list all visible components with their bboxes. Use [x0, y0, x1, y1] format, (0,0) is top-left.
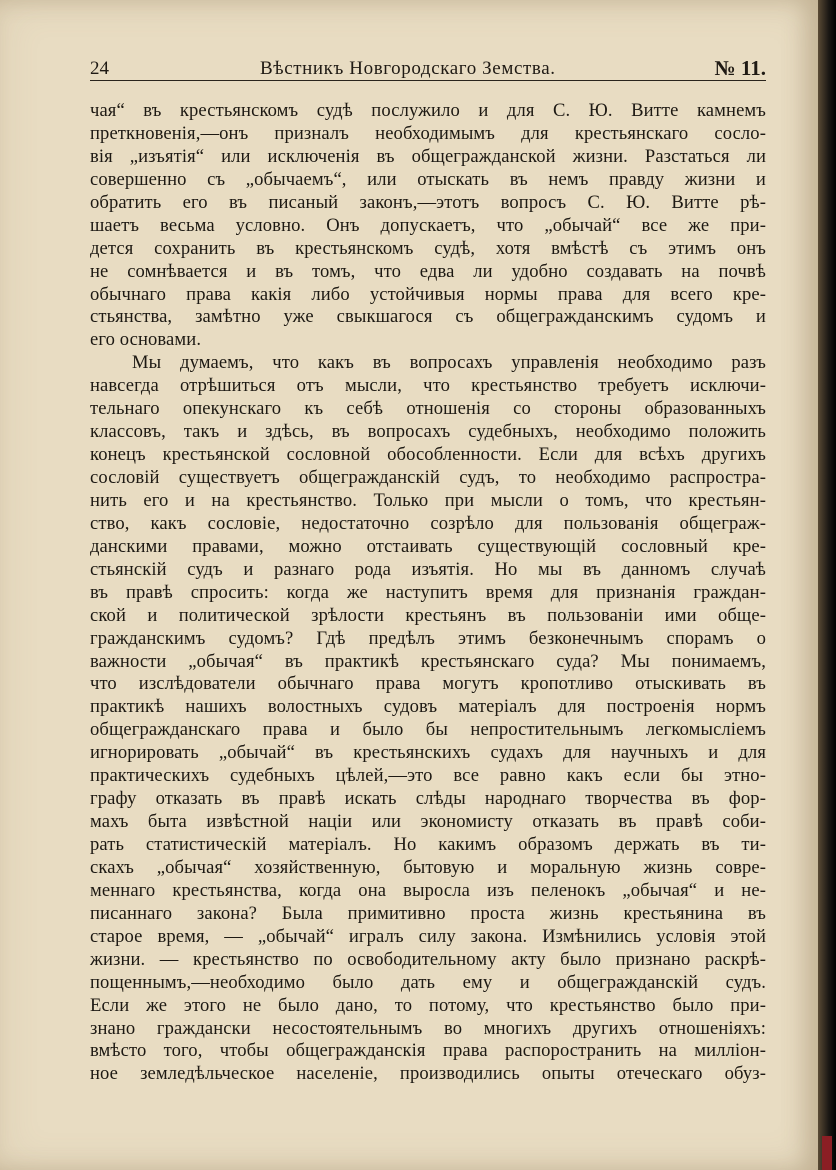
text-line: обратить его въ писаный законъ,—этотъ вопросъ С. Ю. Витте рѣ- [90, 191, 766, 213]
text-line: ное земледѣльческое населеніе, производились опыты отеческаго обуз- [90, 1063, 766, 1085]
text-line: преткновенія,—онъ призналъ необходимымъ для крестьянскаго сосло- [90, 122, 766, 144]
text-line: навсегда отрѣшиться отъ мысли, что крестьянство требуетъ исключи- [90, 375, 766, 397]
text-line: меннаго крестьянства, когда она выросла изъ пеленокъ „обычая“ и не- [90, 879, 766, 901]
text-line: знано граждански несостоятельнымъ во многихъ другихъ отношеніяхъ: [90, 1017, 766, 1039]
text-line: что изслѣдователи обычнаго права могутъ кропотливо отыскивать въ [90, 673, 766, 695]
text-line: графу отказать въ правѣ искать слѣды народнаго творчества въ фор- [90, 788, 766, 810]
text-line: стьянства, замѣтно уже свыкшагося съ общегражданскимъ судомъ и [90, 306, 766, 328]
text-line: практикѣ нашихъ волостныхъ судовъ матеріалъ для построенія нормъ [90, 696, 766, 718]
text-line: чая“ въ крестьянскомъ судѣ послужило и для С. Ю. Витте камнемъ [90, 100, 766, 121]
text-line: махъ быта извѣстной націи или экономисту отказать въ правѣ соби- [90, 811, 766, 833]
paragraph [90, 352, 766, 1086]
text-line: данскими правами, можно отстаивать существующій сословный кре- [90, 535, 766, 557]
text-line: общегражданскаго права и было бы непростительнымъ легкомысліемъ [90, 719, 766, 741]
text-line: въ правѣ спросить: когда же наступитъ время для признанія граждан- [90, 581, 766, 603]
text-line: игнорировать „обычай“ въ крестьянскихъ судахъ для научныхъ и для [90, 742, 766, 764]
text-line: классовъ, такъ и здѣсь, въ вопросахъ судебныхъ, необходимо положить [90, 421, 766, 443]
text-line: практическихъ судебныхъ цѣлей,—это все равно какъ если бы этно- [90, 765, 766, 787]
text-line: вмѣсто того, чтобы общегражданскія права распоространить на милліон- [90, 1040, 766, 1062]
text-line: рать статистическій матеріалъ. Но какимъ образомъ держать въ ти- [90, 834, 766, 855]
text-line: сословій существуетъ общегражданскій судъ, то необходимо распростра- [90, 467, 766, 488]
text-line: жизни. — крестьянство по освободительному акту было признано раскрѣ- [90, 948, 766, 970]
issue-number: № 11. [714, 56, 766, 80]
text-line: обычнаго права какія либо устойчивыя нормы права для всего кре- [90, 283, 766, 305]
text-line: гражданскимъ судомъ? Гдѣ предѣлъ этимъ безконечнымъ спорамъ о [90, 627, 766, 649]
text-line: ство, какъ сословіе, недостаточно созрѣло для пользованія общеграж- [90, 512, 766, 534]
book-spine [818, 0, 836, 1170]
text-line: дется сохранить въ крестьянскомъ судѣ, хотя вмѣстѣ съ этимъ онъ [90, 237, 766, 259]
page-header [90, 54, 766, 81]
text-line: его основами. [90, 329, 202, 351]
text-line: совершенно съ „обычаемъ“, или отыскать въ немъ правду жизни и [90, 168, 766, 190]
paragraph [90, 100, 766, 352]
text-line: скахъ „обычая“ хозяйственную, бытовую и моральную жизнь совре- [90, 856, 766, 878]
text-line: нить его и на крестьянство. Только при мысли о томъ, что крестьян- [90, 489, 766, 511]
text-line: важности „обычая“ въ практикѣ крестьянскаго суда? Мы понимаемъ, [90, 650, 766, 672]
text-line: Если же этого не было дано, то потому, что крестьянство было при- [90, 994, 766, 1016]
text-line: конецъ крестьянской сословной обособленности. Если для всѣхъ другихъ [90, 444, 766, 466]
body-text [90, 100, 766, 1086]
page-number: 24 [90, 58, 109, 79]
text-line: старое время, — „обычай“ игралъ силу закона. Измѣнились условія этой [90, 925, 766, 947]
text-line: вія „изъятія“ или исключенія въ общегражданской жизни. Разстаться ли [90, 145, 766, 167]
text-line: Мы думаемъ, что какъ въ вопросахъ управленія необходимо разъ [132, 352, 766, 374]
text-line: тельнаго опекунскаго къ себѣ отношенія со стороны образованныхъ [90, 398, 766, 420]
text-line: писаннаго закона? Была примитивно проста жизнь крестьянина въ [90, 902, 766, 924]
text-line: шаетъ весьма условно. Онъ допускаетъ, что „обычай“ все же при- [90, 214, 766, 236]
text-line: пощеннымъ,—необходимо было дать ему и общегражданскій судъ. [90, 971, 766, 993]
text-line: стьянскій судъ и разнаго рода изъятія. Но мы въ данномъ случаѣ [90, 558, 766, 580]
bookmark-ribbon [822, 1136, 832, 1170]
text-line: не сомнѣвается и въ томъ, что едва ли удобно создавать на почвѣ [90, 260, 766, 282]
running-title: Вѣстникъ Новгородскаго Земства. [260, 58, 556, 79]
text-line: ской и политической зрѣлости крестьянъ въ пользованіи ими обще- [90, 604, 766, 626]
